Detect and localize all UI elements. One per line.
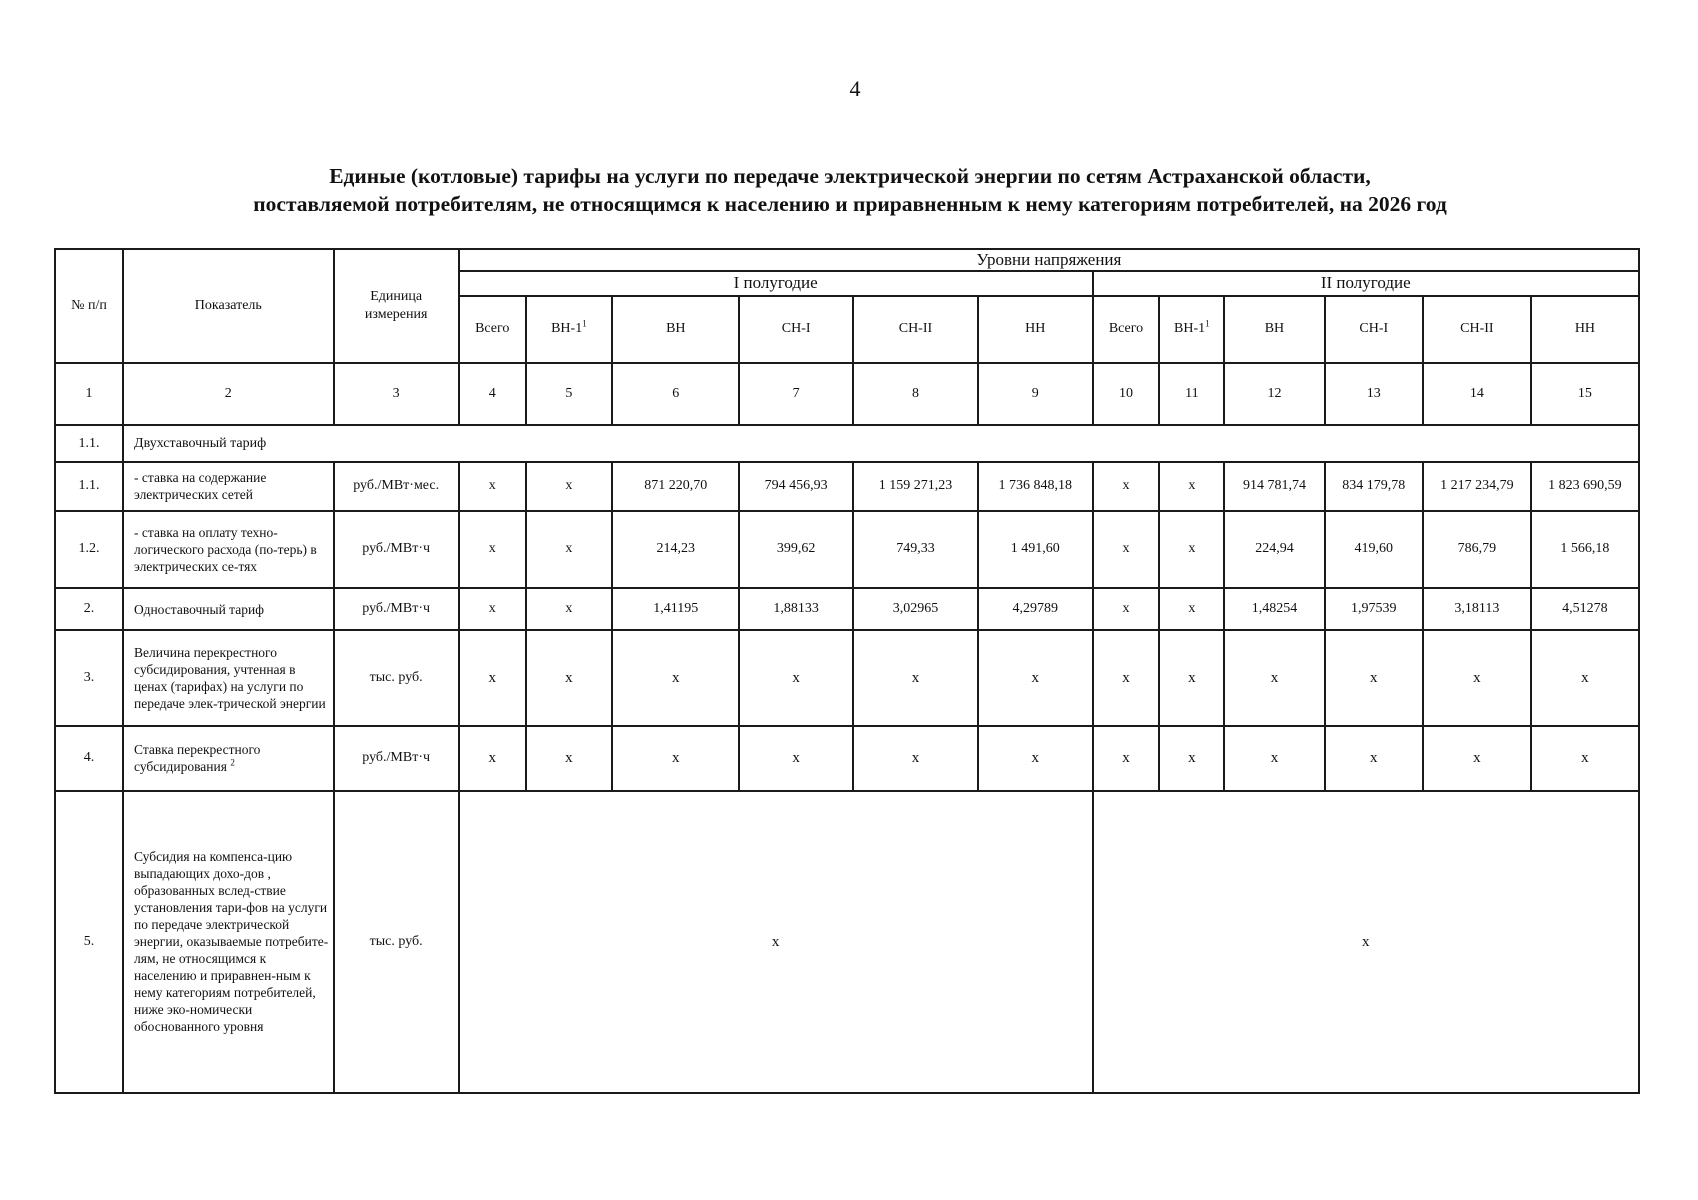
- row-value: 1,88133: [739, 588, 852, 631]
- row-value: 4,51278: [1531, 588, 1639, 631]
- row-value: х: [526, 588, 612, 631]
- row-value: 914 781,74: [1224, 462, 1324, 511]
- row-value: х: [526, 726, 612, 791]
- footnote-mark: 2: [230, 757, 235, 768]
- header-half-1: I полугодие: [459, 271, 1093, 295]
- level-h1-sn2: СН-II: [853, 296, 978, 363]
- row-unit: руб./МВт·мес.: [334, 462, 459, 511]
- column-number: 14: [1423, 363, 1531, 426]
- section-row: [55, 425, 1639, 462]
- row-num: 2.: [55, 588, 123, 631]
- tariff-table: [54, 248, 1640, 1094]
- column-number: 2: [123, 363, 334, 426]
- row-value: 214,23: [612, 511, 739, 588]
- row-indicator: Величина перекрестного субсидирования, учтенная в ценах (тарифах) на услуги по передаче элек-трической энергии: [123, 630, 334, 725]
- row-value-half-2: х: [1093, 791, 1639, 1093]
- row-value: х: [1093, 726, 1160, 791]
- row-value: х: [1159, 462, 1224, 511]
- footnote-mark: 1: [1205, 318, 1210, 329]
- row-value: 3,18113: [1423, 588, 1531, 631]
- row-value: 399,62: [739, 511, 852, 588]
- level-h1-nn: НН: [978, 296, 1092, 363]
- row-value: 749,33: [853, 511, 978, 588]
- header-num: № п/п: [55, 249, 123, 363]
- row-value: 1 159 271,23: [853, 462, 978, 511]
- row-value: х: [526, 462, 612, 511]
- column-number: 4: [459, 363, 526, 426]
- page-number: 4: [849, 76, 861, 101]
- footnote-mark: 1: [582, 318, 587, 329]
- column-number: 3: [334, 363, 459, 426]
- header-voltage-levels: Уровни напряжения: [459, 249, 1639, 271]
- document-title: [0, 162, 1698, 218]
- row-indicator: Ставка перекрестного субсидирования $^2$: [123, 726, 334, 791]
- row-unit: тыс. руб.: [334, 791, 459, 1093]
- row-value: 871 220,70: [612, 462, 739, 511]
- row-num: 3.: [55, 630, 123, 725]
- row-value: 419,60: [1325, 511, 1423, 588]
- table-row: [55, 791, 1639, 1093]
- header-unit: Единица измерения: [334, 249, 459, 363]
- row-value: х: [1224, 726, 1324, 791]
- row-indicator: - ставка на содержание электрических сетей: [123, 462, 334, 511]
- table-row: [55, 462, 1639, 511]
- row-value: х: [526, 511, 612, 588]
- row-value: 1 217 234,79: [1423, 462, 1531, 511]
- row-value: х: [459, 462, 526, 511]
- row-value: х: [1531, 630, 1639, 725]
- column-number: 10: [1093, 363, 1160, 426]
- column-number: 5: [526, 363, 612, 426]
- level-h1-total: Всего: [459, 296, 526, 363]
- row-value: х: [1093, 630, 1160, 725]
- level-h1-sn1: СН-I: [739, 296, 852, 363]
- row-value: х: [1093, 511, 1160, 588]
- level-h2-vn1: $ВН-1^1$: [1159, 296, 1224, 363]
- column-number: 12: [1224, 363, 1324, 426]
- row-value: 1 491,60: [978, 511, 1092, 588]
- section-label: Двухставочный тариф: [123, 425, 1639, 462]
- row-value: х: [1159, 726, 1224, 791]
- row-value: х: [459, 726, 526, 791]
- column-number: 15: [1531, 363, 1639, 426]
- column-number: 13: [1325, 363, 1423, 426]
- level-h2-sn1: СН-I: [1325, 296, 1423, 363]
- title-line-1: Единые (котловые) тарифы на услуги по передаче электрической энергии по сетям Астраханской области,: [329, 164, 1371, 188]
- row-value: х: [1093, 462, 1160, 511]
- row-value: х: [1423, 630, 1531, 725]
- row-value: 794 456,93: [739, 462, 852, 511]
- table-row: [55, 630, 1639, 725]
- header-row-1: [55, 249, 1639, 271]
- column-number: 7: [739, 363, 852, 426]
- row-num: 1.1.: [55, 462, 123, 511]
- row-indicator: Субсидия на компенса-цию выпадающих дохо-дов , образованных вслед-ствие установления тари-фов на услуги по передаче электрической энергии, оказываемые потребите-лям, не относящимся к населению и приравнен-ным к нему категориям потребителей, ниже эко-номически обоснованного уровня: [123, 791, 334, 1093]
- row-indicator: - ставка на оплату техно-логического расхода (по-терь) в электрических се-тях: [123, 511, 334, 588]
- level-h2-sn2: СН-II: [1423, 296, 1531, 363]
- column-number-row: [55, 363, 1639, 426]
- level-h2-vn: ВН: [1224, 296, 1324, 363]
- row-value: х: [853, 726, 978, 791]
- row-value: 224,94: [1224, 511, 1324, 588]
- row-value: х: [1093, 588, 1160, 631]
- table-row: [55, 726, 1639, 791]
- row-value: х: [1224, 630, 1324, 725]
- row-value: х: [1159, 588, 1224, 631]
- row-unit: тыс. руб.: [334, 630, 459, 725]
- row-value: 834 179,78: [1325, 462, 1423, 511]
- header-half-2: II полугодие: [1093, 271, 1639, 295]
- row-num: 1.2.: [55, 511, 123, 588]
- row-value: 3,02965: [853, 588, 978, 631]
- row-value: х: [526, 630, 612, 725]
- column-number: 6: [612, 363, 739, 426]
- row-value: 1 736 848,18: [978, 462, 1092, 511]
- column-number: 8: [853, 363, 978, 426]
- row-indicator: Одноставочный тариф: [123, 588, 334, 631]
- title-line-2: поставляемой потребителям, не относящимся к населению и приравненным к нему категориям потребителей, на 2026 год: [253, 192, 1447, 216]
- level-h2-total: Всего: [1093, 296, 1160, 363]
- row-value: 4,29789: [978, 588, 1092, 631]
- row-num: 4.: [55, 726, 123, 791]
- row-value: х: [1531, 726, 1639, 791]
- row-value-half-1: х: [459, 791, 1093, 1093]
- row-value: х: [612, 630, 739, 725]
- row-value: 1 823 690,59: [1531, 462, 1639, 511]
- row-value: х: [978, 630, 1092, 725]
- level-h2-nn: НН: [1531, 296, 1639, 363]
- row-value: х: [1159, 630, 1224, 725]
- row-value: х: [978, 726, 1092, 791]
- row-value: х: [1159, 511, 1224, 588]
- row-value: х: [853, 630, 978, 725]
- row-value: 1,97539: [1325, 588, 1423, 631]
- level-h1-vn: ВН: [612, 296, 739, 363]
- row-value: 1,41195: [612, 588, 739, 631]
- row-value: х: [612, 726, 739, 791]
- row-unit: руб./МВт·ч: [334, 511, 459, 588]
- row-value: х: [459, 511, 526, 588]
- row-value: х: [1325, 726, 1423, 791]
- row-value: х: [739, 726, 852, 791]
- row-value: х: [1325, 630, 1423, 725]
- table-row: [55, 588, 1639, 631]
- row-unit: руб./МВт·ч: [334, 726, 459, 791]
- row-value: х: [739, 630, 852, 725]
- row-unit: руб./МВт·ч: [334, 588, 459, 631]
- level-h1-vn1: $ВН-1^1$: [526, 296, 612, 363]
- row-value: х: [1423, 726, 1531, 791]
- row-num: 5.: [55, 791, 123, 1093]
- column-number: 9: [978, 363, 1092, 426]
- row-value: х: [459, 630, 526, 725]
- section-num: 1.1.: [55, 425, 123, 462]
- column-number: 11: [1159, 363, 1224, 426]
- column-number: 1: [55, 363, 123, 426]
- table-row: [55, 511, 1639, 588]
- header-indicator: Показатель: [123, 249, 334, 363]
- row-value: 786,79: [1423, 511, 1531, 588]
- row-value: х: [459, 588, 526, 631]
- row-value: 1 566,18: [1531, 511, 1639, 588]
- row-value: 1,48254: [1224, 588, 1324, 631]
